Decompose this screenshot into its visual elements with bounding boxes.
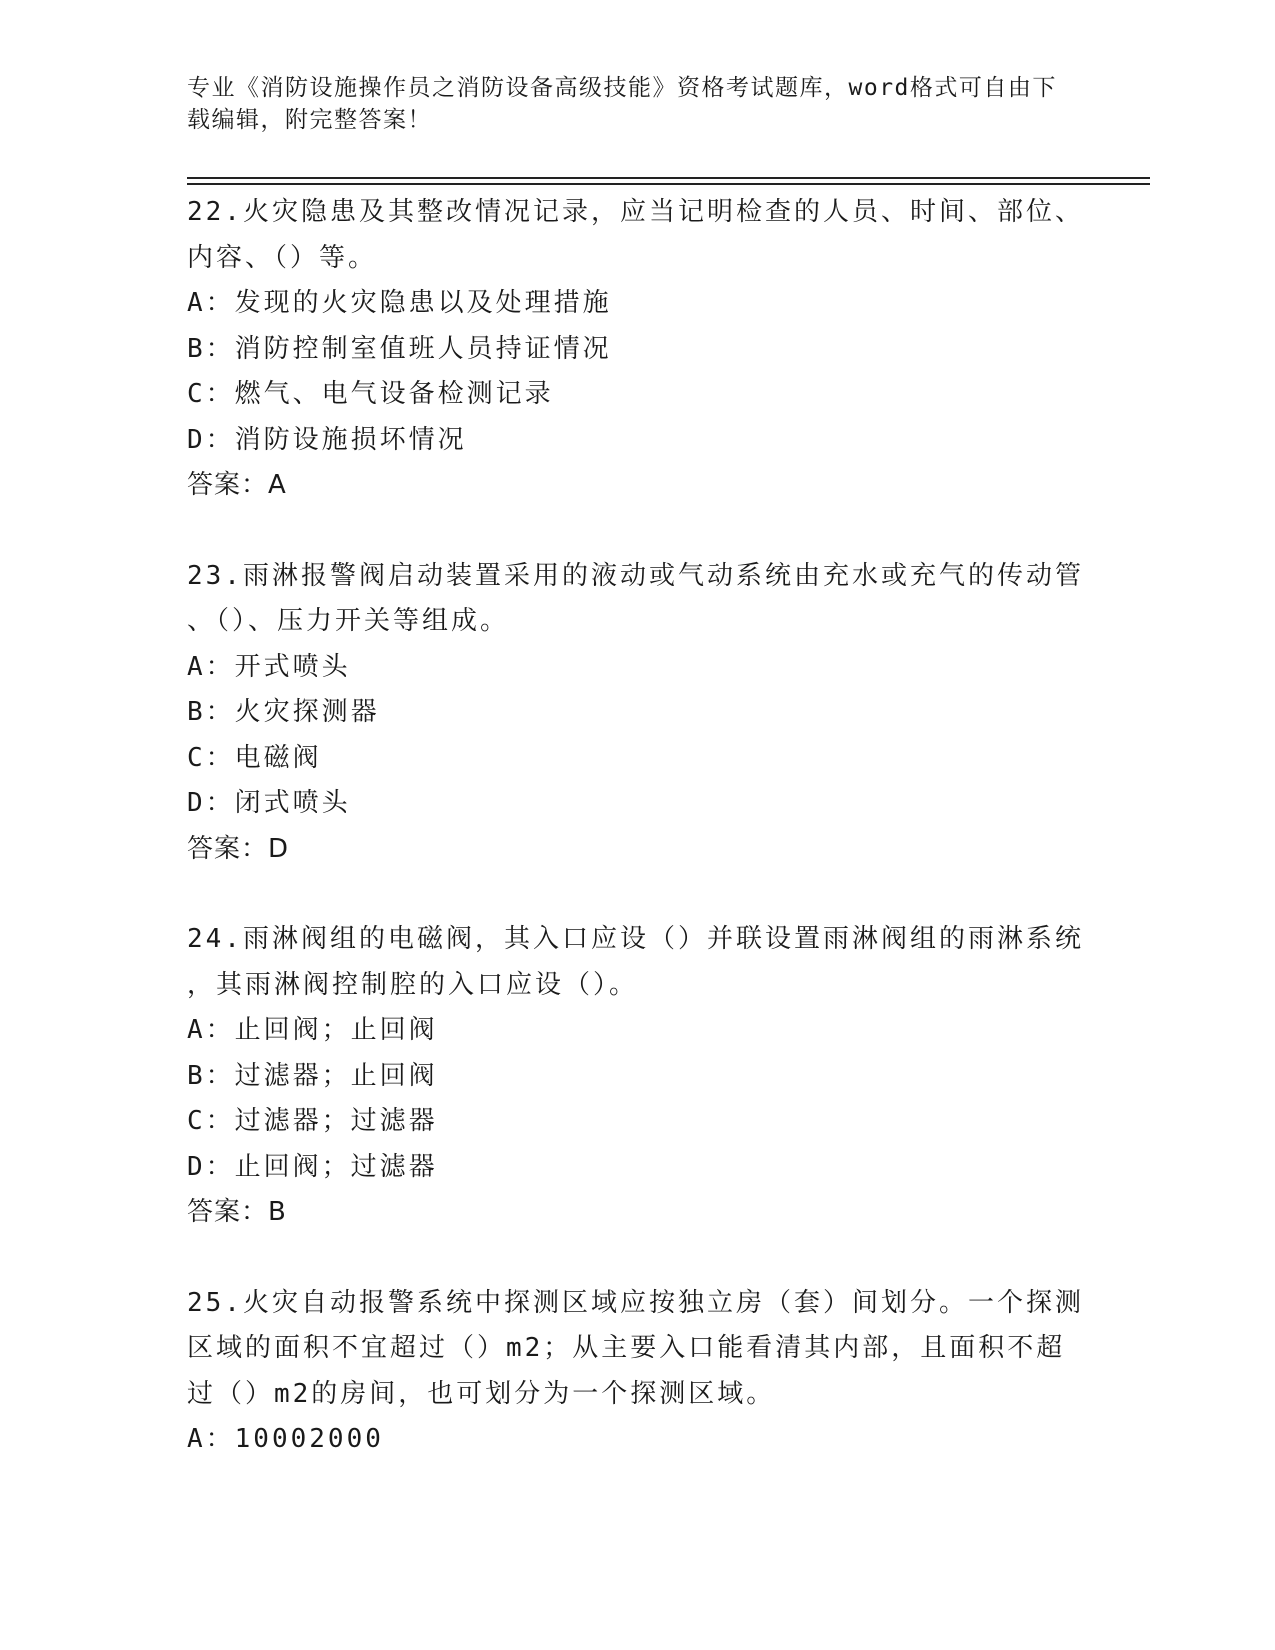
question-list: [187, 190, 1087, 1463]
question-stem-line: 23.雨淋报警阀启动装置采用的液动或气动系统由充水或充气的传动管: [187, 560, 1084, 591]
option-b: B：火灾探测器: [187, 697, 380, 727]
option-c: C：燃气、电气设备检测记录: [187, 379, 554, 409]
question-22: [187, 190, 1087, 509]
option-c: C：过滤器；过滤器: [187, 1106, 438, 1136]
question-stem-line: 区域的面积不宜超过（）m2；从主要入口能看清其内部，且面积不超: [187, 1333, 1066, 1363]
question-stem-line: 内容、（）等。: [187, 242, 378, 273]
header-line-2: 载编辑，附完整答案！: [187, 107, 432, 133]
question-stem-line: 25.火灾自动报警系统中探测区域应按独立房（套）间划分。一个探测: [187, 1287, 1084, 1318]
question-stem-line: 22.火灾隐患及其整改情况记录，应当记明检查的人员、时间、部位、: [187, 197, 1084, 227]
option-d: D：消防设施损坏情况: [187, 424, 467, 455]
option-a: A：开式喷头: [187, 651, 351, 682]
option-c: C：电磁阀: [187, 742, 322, 773]
option-d: D：闭式喷头: [187, 788, 351, 818]
header-divider-top: [187, 177, 1150, 179]
answer-line: 答案：B: [187, 1197, 287, 1227]
option-a: A：10002000: [187, 1424, 384, 1454]
option-b: B：过滤器；止回阀: [187, 1060, 438, 1091]
document-header: [187, 72, 1087, 136]
header-line-1: 专业《消防设施操作员之消防设备高级技能》资格考试题库，word格式可自由下: [187, 75, 1057, 101]
question-25: [187, 1281, 1087, 1463]
option-a: A：止回阀；止回阀: [187, 1015, 438, 1045]
question-stem-line: 24.雨淋阀组的电磁阀，其入口应设（）并联设置雨淋阀组的雨淋系统: [187, 924, 1084, 954]
question-stem-line: ，其雨淋阀控制腔的入口应设（）。: [187, 969, 639, 1000]
header-divider-bottom: [187, 183, 1150, 185]
question-stem-line: 、（）、压力开关等组成。: [187, 606, 510, 636]
question-23: [187, 554, 1087, 873]
option-d: D：止回阀；过滤器: [187, 1151, 438, 1182]
option-b: B：消防控制室值班人员持证情况: [187, 333, 612, 364]
answer-line: 答案：D: [187, 833, 290, 864]
answer-line: 答案：A: [187, 470, 287, 500]
option-a: A：发现的火灾隐患以及处理措施: [187, 288, 612, 318]
question-24: [187, 917, 1087, 1236]
question-stem-line: 过（）m2的房间，也可划分为一个探测区域。: [187, 1378, 776, 1409]
